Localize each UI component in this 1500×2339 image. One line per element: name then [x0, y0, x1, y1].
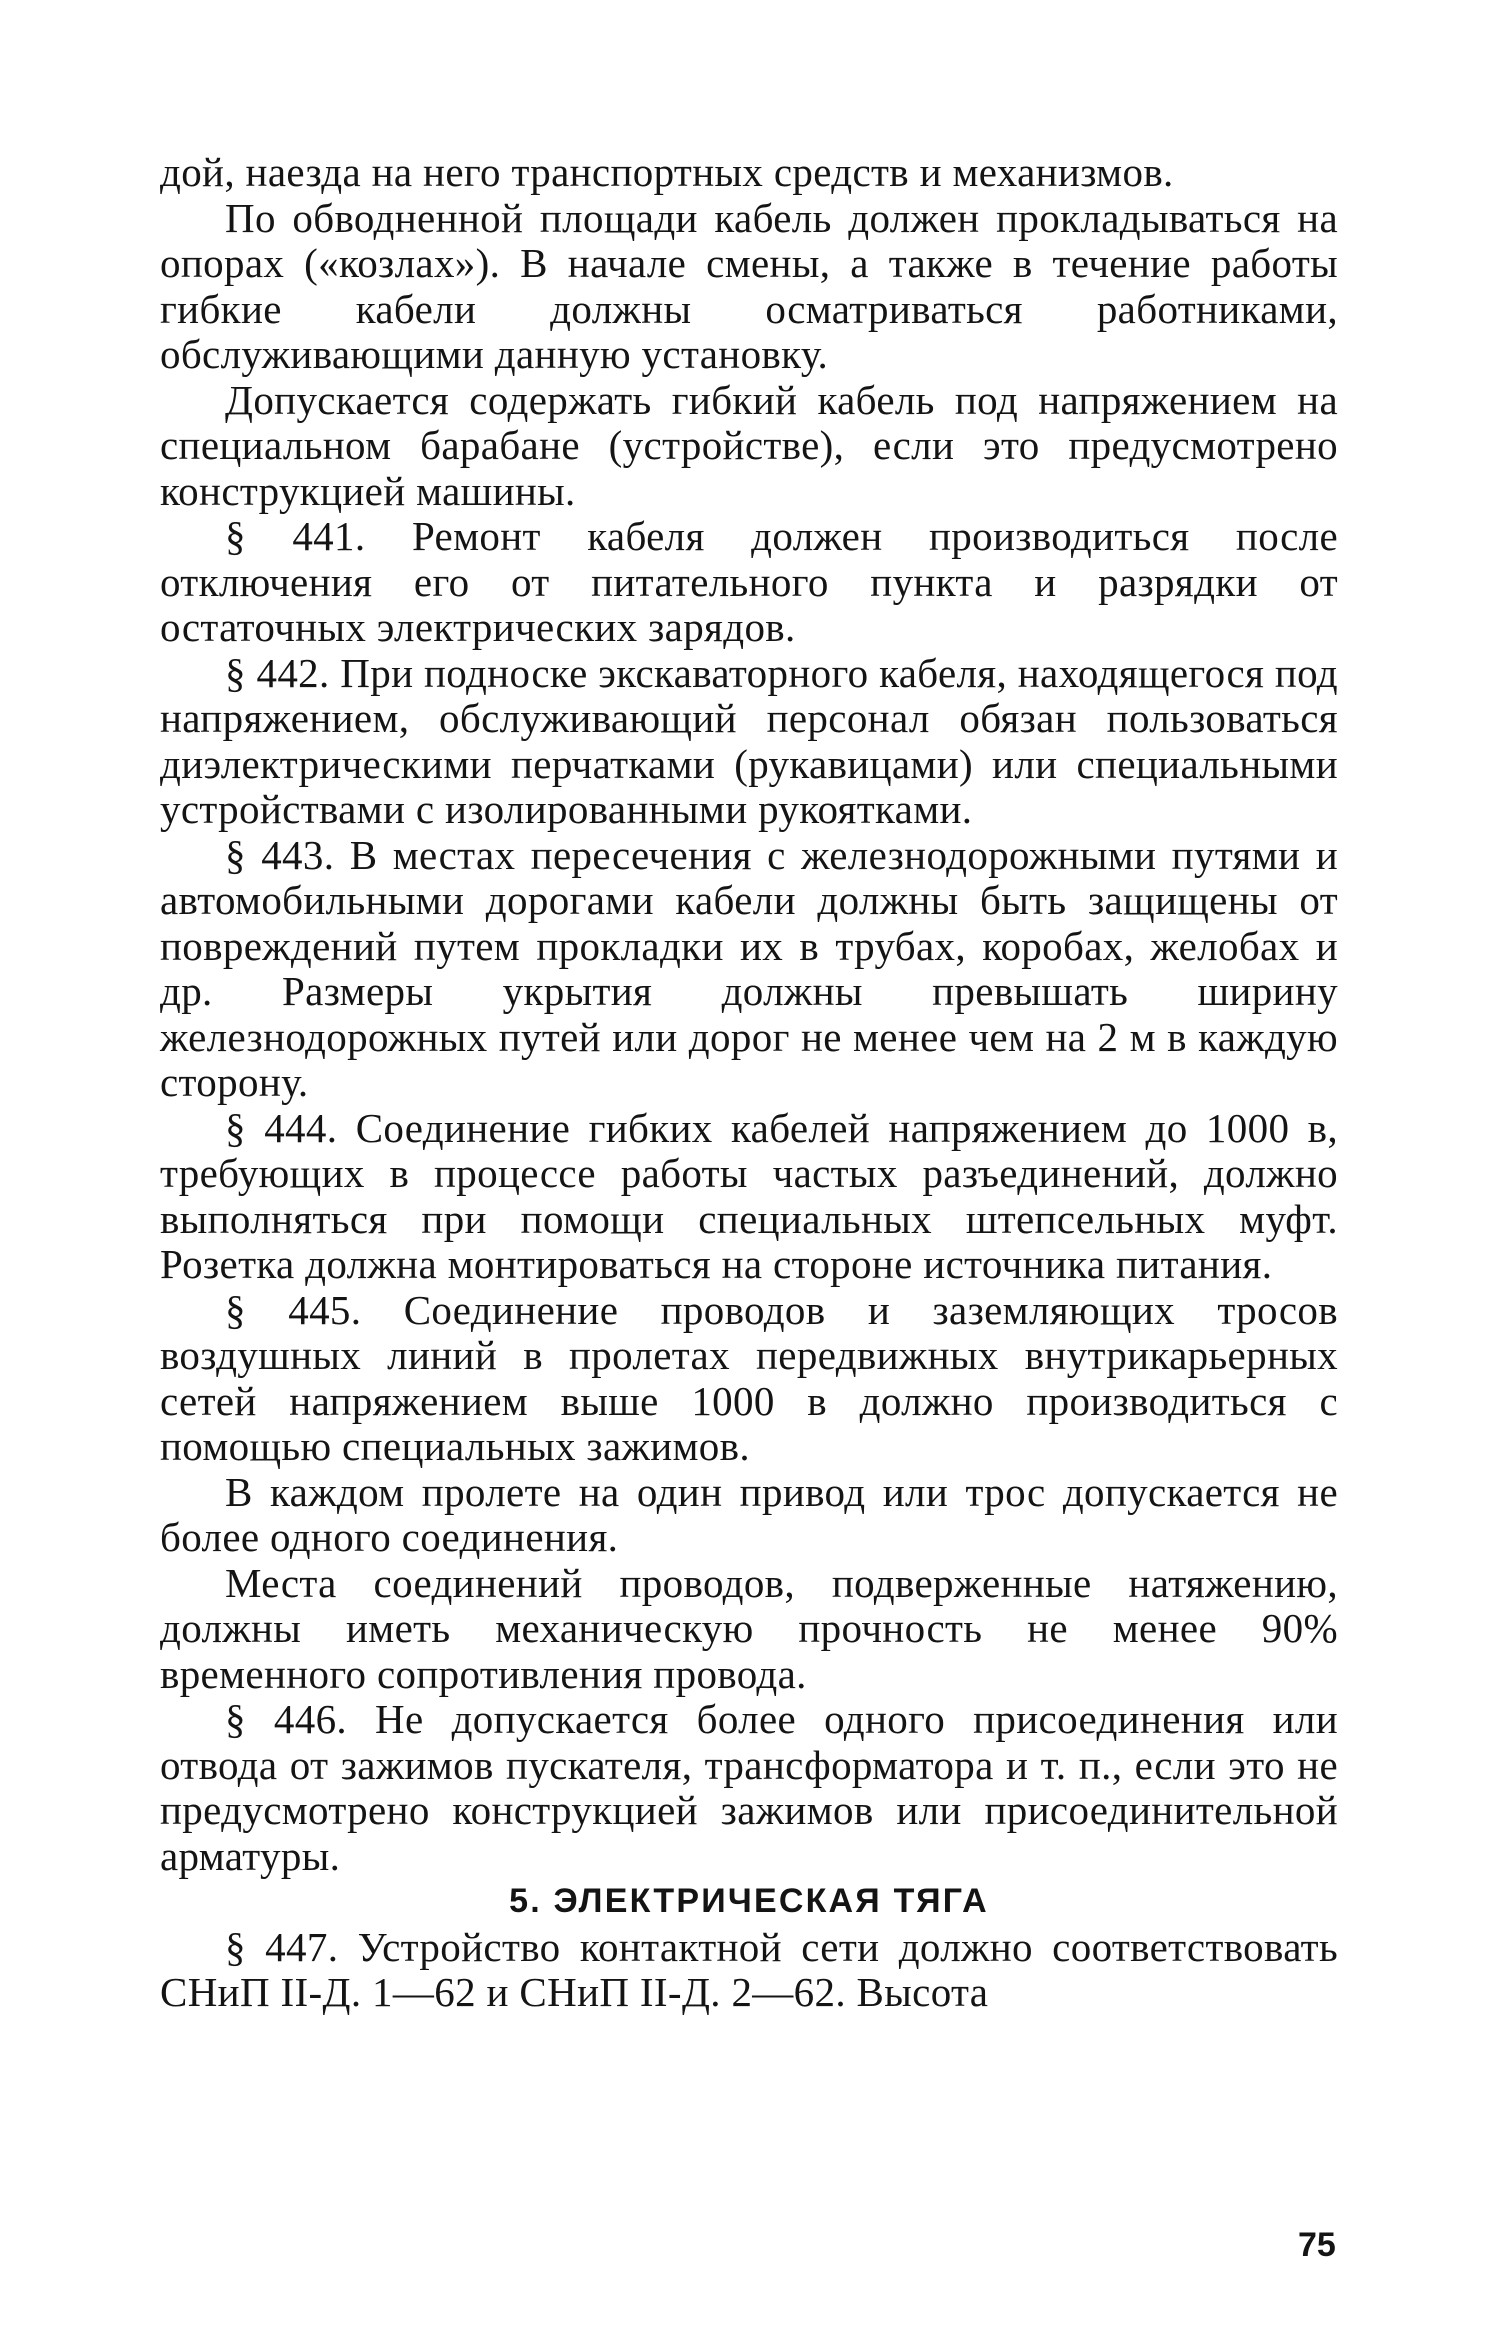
- page-number: 75: [1298, 2226, 1336, 2264]
- paragraph-section-441: § 441. Ремонт кабеля должен производиться после отключения его от питательного пункта и разрядки от остаточных электрических зарядов.: [160, 513, 1338, 650]
- paragraph-section-444: § 444. Соединение гибких кабелей напряжением до 1000 в, требующих в процессе работы частых разъединений, должно выполняться при помощи специальных штепсельных муфт. Розетка должна монтироваться на стороне источника питания.: [160, 1104, 1338, 1287]
- section-heading: 5. ЭЛЕКТРИЧЕСКАЯ ТЯГА: [509, 1882, 989, 1920]
- paragraph-cable-drum: Допускается содержать гибкий кабель под напряжением на специальном барабане (устройстве), если это предусмотрено конструкцией машины.: [160, 376, 1338, 514]
- page-body: [160, 150, 1338, 2016]
- paragraph-section-446: § 446. Не допускается более одного присоединения или отвода от зажимов пускателя, трансформатора и т. п., если это не предусмотрено конструкцией зажимов или присоединительной арматуры.: [160, 1696, 1338, 1879]
- paragraph-section-443: § 443. В местах пересечения с железнодорожными путями и автомобильными дорогами кабели должны быть защищены от повреждений путем прокладки их в трубах, коробах, желобах и др. Размеры укрытия должны превышать ширину железнодорожных путей или дорог не менее чем на 2 м в каждую сторону.: [160, 831, 1338, 1105]
- paragraph-section-442: § 442. При подноске экскаваторного кабеля, находящегося под напряжением, обслуживающий персонал обязан пользоваться диэлектрическими перчатками (рукавицами) или специальными устройствами с изолированными рукоятками.: [160, 649, 1338, 832]
- paragraph-span-connections: В каждом пролете на один привод или трос допускается не более одного соединения.: [160, 1468, 1338, 1560]
- paragraph-connection-strength: Места соединений проводов, подверженные натяжению, должны иметь механическую прочность не менее 90% временного сопротивления провода.: [160, 1559, 1338, 1697]
- paragraph-cable-supports: По обводненной площади кабель должен прокладываться на опорах («козлах»). В начале смены, а также в течение работы гибкие кабели должны осматриваться работниками, обслуживающими данную установку.: [160, 194, 1338, 377]
- paragraph-section-445: § 445. Соединение проводов и заземляющих тросов воздушных линий в пролетах передвижных внутрикарьерных сетей напряжением выше 1000 в должно производиться с помощью специальных зажимов.: [160, 1286, 1338, 1469]
- paragraph-continued: дой, наезда на него транспортных средств и механизмов.: [160, 149, 1174, 195]
- paragraph-section-447: § 447. Устройство контактной сети должно соответствовать СНиП II-Д. 1—62 и СНиП II-Д. 2—62. Высота: [160, 1923, 1338, 2015]
